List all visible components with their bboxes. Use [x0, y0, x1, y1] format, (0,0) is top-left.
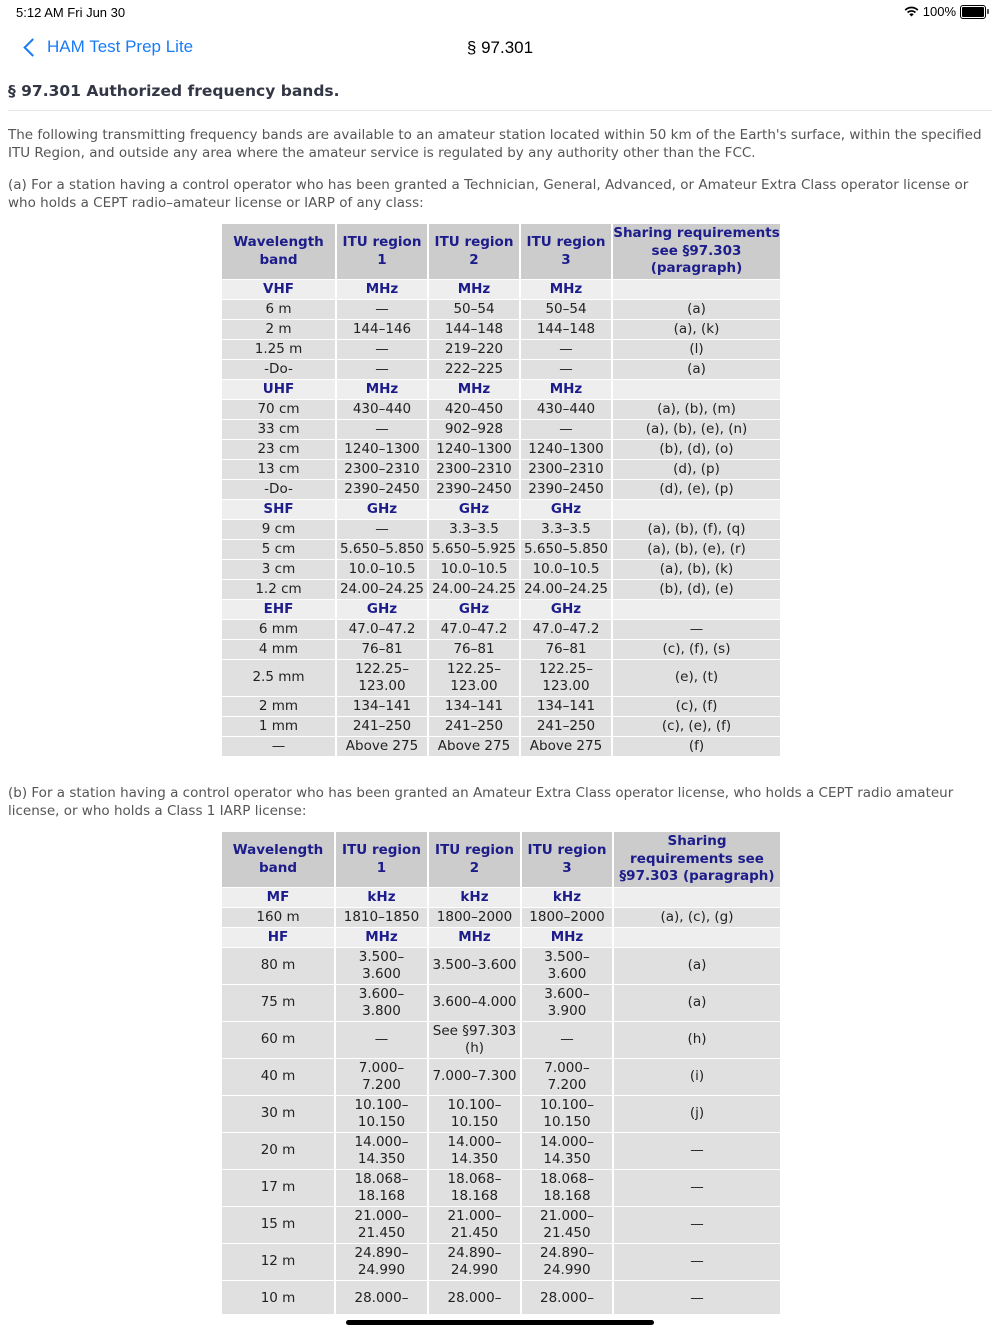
table-row: [222, 540, 780, 560]
cell-region-1: —: [337, 300, 427, 320]
cell-region-2: 18.068– 18.168: [429, 1170, 520, 1207]
cell-region-3: 134–141: [521, 697, 611, 717]
table-section-row: [222, 380, 780, 400]
table-row: [222, 320, 780, 340]
cell-sharing: [613, 600, 780, 620]
table-row: [222, 480, 780, 500]
cell-region-3: 24.890– 24.990: [522, 1244, 612, 1281]
back-label: HAM Test Prep Lite: [47, 37, 194, 56]
cell-sharing: (a), (c), (g): [614, 908, 780, 928]
cell-region-3: 28.000–: [522, 1281, 612, 1314]
cell-wavelength: 30 m: [222, 1096, 334, 1133]
cell-region-2: 3.500–3.600: [429, 948, 520, 985]
cell-region-2: MHz: [429, 928, 520, 948]
cell-region-2: GHz: [429, 500, 519, 520]
cell-sharing: (a): [613, 300, 780, 320]
cell-wavelength: 2 m: [222, 320, 335, 340]
table-row: [222, 1096, 780, 1133]
table-row: [222, 580, 780, 600]
cell-region-3: 430–440: [521, 400, 611, 420]
header-region-2: ITU region 2: [429, 224, 519, 280]
cell-region-3: 1800–2000: [522, 908, 612, 928]
cell-wavelength: 6 mm: [222, 620, 335, 640]
header-region-3: ITU region 3: [521, 224, 611, 280]
cell-sharing: (a), (b), (k): [613, 560, 780, 580]
cell-region-1: 2390–2450: [337, 480, 427, 500]
table-row: [222, 1059, 780, 1096]
wifi-icon: [904, 6, 919, 17]
cell-region-2: 222–225: [429, 360, 519, 380]
cell-wavelength: 4 mm: [222, 640, 335, 660]
cell-region-3: 7.000– 7.200: [522, 1059, 612, 1096]
cell-region-3: 3.500– 3.600: [522, 948, 612, 985]
table-row: [222, 1133, 780, 1170]
cell-region-1: 144–146: [337, 320, 427, 340]
cell-wavelength: 1.2 cm: [222, 580, 335, 600]
cell-sharing: [614, 928, 780, 948]
cell-region-2: 5.650–5.925: [429, 540, 519, 560]
cell-wavelength: 33 cm: [222, 420, 335, 440]
cell-region-3: 10.100– 10.150: [522, 1096, 612, 1133]
cell-sharing: [614, 888, 780, 908]
paragraph-b: (b) For a station having a control operator who has been granted an Amateur Extra Class operator license, who holds a CEPT radio amateur license, or who holds a Class 1 IARP license:: [8, 785, 954, 819]
status-bar: [0, 0, 1000, 24]
table-row: [222, 717, 780, 737]
table-row: [222, 400, 780, 420]
cell-region-3: 18.068– 18.168: [522, 1170, 612, 1207]
cell-region-2: 3.3–3.5: [429, 520, 519, 540]
cell-region-1: 18.068– 18.168: [336, 1170, 427, 1207]
cell-wavelength: —: [222, 737, 335, 757]
cell-sharing: [613, 380, 780, 400]
cell-sharing: (d), (p): [613, 460, 780, 480]
cell-region-1: —: [337, 420, 427, 440]
home-indicator[interactable]: [346, 1320, 654, 1325]
table-row: [222, 737, 780, 757]
table-section-row: [222, 500, 780, 520]
cell-sharing: —: [614, 1281, 780, 1314]
cell-region-1: 24.890– 24.990: [336, 1244, 427, 1281]
cell-region-1: 3.500– 3.600: [336, 948, 427, 985]
cell-region-2: 2300–2310: [429, 460, 519, 480]
cell-sharing: (c), (f): [613, 697, 780, 717]
table-row: [222, 340, 780, 360]
cell-wavelength: 80 m: [222, 948, 334, 985]
cell-region-1: 241–250: [337, 717, 427, 737]
header-region-1: ITU region 1: [336, 832, 427, 888]
cell-region-2: 47.0–47.2: [429, 620, 519, 640]
cell-sharing: [613, 500, 780, 520]
table-row: [222, 985, 780, 1022]
cell-region-2: 122.25– 123.00: [429, 660, 519, 697]
cell-sharing: (a), (b), (e), (r): [613, 540, 780, 560]
cell-wavelength: 17 m: [222, 1170, 334, 1207]
page-heading: § 97.301 Authorized frequency bands.: [8, 82, 340, 100]
cell-sharing: (d), (e), (p): [613, 480, 780, 500]
cell-region-3: 50–54: [521, 300, 611, 320]
cell-region-2: MHz: [429, 380, 519, 400]
cell-region-1: 134–141: [337, 697, 427, 717]
cell-region-3: 1240–1300: [521, 440, 611, 460]
cell-sharing: (f): [613, 737, 780, 757]
paragraph-a: (a) For a station having a control operator who has been granted a Technician, General, Advanced, or Amateur Extra Class operator license or who holds a CEPT radio–amateur license or IARP of any class:: [8, 177, 969, 211]
cell-region-1: 1240–1300: [337, 440, 427, 460]
header-wavelength: Wavelength band: [222, 224, 335, 280]
cell-sharing: (a), (b), (m): [613, 400, 780, 420]
table-row: [222, 560, 780, 580]
table-row: [222, 300, 780, 320]
cell-region-3: MHz: [521, 280, 611, 300]
cell-wavelength: 2.5 mm: [222, 660, 335, 697]
cell-region-1: MHz: [337, 380, 427, 400]
table-row: [222, 360, 780, 380]
table-row: [222, 440, 780, 460]
cell-wavelength: 2 mm: [222, 697, 335, 717]
cell-wavelength: 15 m: [222, 1207, 334, 1244]
cell-region-2: 50–54: [429, 300, 519, 320]
cell-region-3: 144–148: [521, 320, 611, 340]
cell-region-1: —: [336, 1022, 427, 1059]
cell-region-1: 10.0–10.5: [337, 560, 427, 580]
table-row: [222, 908, 780, 928]
cell-wavelength: HF: [222, 928, 334, 948]
cell-sharing: —: [614, 1207, 780, 1244]
frequency-table-a: [220, 224, 782, 757]
cell-wavelength: EHF: [222, 600, 335, 620]
cell-region-2: Above 275: [429, 737, 519, 757]
cell-wavelength: 60 m: [222, 1022, 334, 1059]
table-a-body: [222, 280, 780, 757]
cell-region-2: kHz: [429, 888, 520, 908]
table-row: [222, 1281, 780, 1314]
header-region-1: ITU region 1: [337, 224, 427, 280]
cell-region-1: GHz: [337, 500, 427, 520]
cell-wavelength: 9 cm: [222, 520, 335, 540]
header-sharing: Sharing requirements see §97.303 (paragraph): [613, 224, 780, 280]
cell-wavelength: 40 m: [222, 1059, 334, 1096]
table-header-row: [222, 832, 780, 888]
table-row: [222, 460, 780, 480]
status-time: 5:12 AM Fri Jun 30: [16, 5, 126, 20]
cell-region-3: Above 275: [521, 737, 611, 757]
header-region-3: ITU region 3: [522, 832, 612, 888]
cell-region-1: 28.000–: [336, 1281, 427, 1314]
cell-region-2: 21.000– 21.450: [429, 1207, 520, 1244]
cell-region-2: 24.00–24.25: [429, 580, 519, 600]
cell-region-3: GHz: [521, 500, 611, 520]
cell-region-3: 3.600– 3.900: [522, 985, 612, 1022]
table-row: [222, 948, 780, 985]
cell-sharing: (b), (d), (o): [613, 440, 780, 460]
header-sharing: Sharing requirements see §97.303 (paragraph): [614, 832, 780, 888]
cell-region-2: 144–148: [429, 320, 519, 340]
cell-region-2: 134–141: [429, 697, 519, 717]
cell-sharing: (i): [614, 1059, 780, 1096]
nav-bar: [0, 24, 1000, 74]
table-section-row: [222, 280, 780, 300]
cell-region-2: 1800–2000: [429, 908, 520, 928]
cell-region-3: —: [521, 340, 611, 360]
cell-region-1: 21.000– 21.450: [336, 1207, 427, 1244]
cell-sharing: [613, 280, 780, 300]
cell-region-2: 10.0–10.5: [429, 560, 519, 580]
cell-region-1: —: [337, 520, 427, 540]
cell-region-3: —: [521, 420, 611, 440]
cell-region-2: 14.000– 14.350: [429, 1133, 520, 1170]
cell-region-1: kHz: [336, 888, 427, 908]
status-right: [904, 4, 986, 19]
cell-region-2: 420–450: [429, 400, 519, 420]
cell-wavelength: UHF: [222, 380, 335, 400]
cell-region-1: MHz: [336, 928, 427, 948]
cell-wavelength: -Do-: [222, 360, 335, 380]
cell-region-3: —: [521, 360, 611, 380]
cell-wavelength: 3 cm: [222, 560, 335, 580]
cell-wavelength: 160 m: [222, 908, 334, 928]
cell-region-1: 47.0–47.2: [337, 620, 427, 640]
cell-region-3: 122.25– 123.00: [521, 660, 611, 697]
cell-wavelength: 20 m: [222, 1133, 334, 1170]
cell-region-3: GHz: [521, 600, 611, 620]
cell-region-2: 24.890– 24.990: [429, 1244, 520, 1281]
cell-region-1: MHz: [337, 280, 427, 300]
cell-region-1: 1810–1850: [336, 908, 427, 928]
cell-region-1: 3.600– 3.800: [336, 985, 427, 1022]
table-row: [222, 1207, 780, 1244]
table-row: [222, 520, 780, 540]
cell-region-3: —: [522, 1022, 612, 1059]
cell-region-1: —: [337, 360, 427, 380]
cell-region-1: GHz: [337, 600, 427, 620]
cell-sharing: (e), (t): [613, 660, 780, 697]
table-row: [222, 1244, 780, 1281]
cell-region-2: 902–928: [429, 420, 519, 440]
cell-region-3: 21.000– 21.450: [522, 1207, 612, 1244]
frequency-table-b: [220, 832, 782, 1314]
document-content[interactable]: [0, 74, 1000, 1314]
cell-region-3: 47.0–47.2: [521, 620, 611, 640]
cell-region-3: MHz: [521, 380, 611, 400]
cell-sharing: (a), (b), (f), (q): [613, 520, 780, 540]
table-row: [222, 1022, 780, 1059]
table-section-row: [222, 600, 780, 620]
cell-region-3: 241–250: [521, 717, 611, 737]
cell-wavelength: 75 m: [222, 985, 334, 1022]
cell-sharing: (h): [614, 1022, 780, 1059]
cell-region-1: Above 275: [337, 737, 427, 757]
table-row: [222, 697, 780, 717]
cell-wavelength: 12 m: [222, 1244, 334, 1281]
cell-region-2: 7.000–7.300: [429, 1059, 520, 1096]
cell-region-3: 3.3–3.5: [521, 520, 611, 540]
cell-region-1: 7.000– 7.200: [336, 1059, 427, 1096]
cell-sharing: (c), (f), (s): [613, 640, 780, 660]
cell-region-1: 430–440: [337, 400, 427, 420]
cell-region-1: 14.000– 14.350: [336, 1133, 427, 1170]
cell-region-2: See §97.303 (h): [429, 1022, 520, 1059]
cell-region-2: 1240–1300: [429, 440, 519, 460]
cell-region-2: 28.000–: [429, 1281, 520, 1314]
cell-wavelength: VHF: [222, 280, 335, 300]
cell-region-3: 2300–2310: [521, 460, 611, 480]
cell-sharing: (a), (b), (e), (n): [613, 420, 780, 440]
cell-region-2: 241–250: [429, 717, 519, 737]
cell-region-3: 76–81: [521, 640, 611, 660]
cell-region-3: kHz: [522, 888, 612, 908]
cell-wavelength: SHF: [222, 500, 335, 520]
table-header-row: [222, 224, 780, 280]
cell-sharing: (c), (e), (f): [613, 717, 780, 737]
header-region-2: ITU region 2: [429, 832, 520, 888]
cell-sharing: (b), (d), (e): [613, 580, 780, 600]
cell-sharing: —: [613, 620, 780, 640]
cell-region-2: GHz: [429, 600, 519, 620]
nav-title: § 97.301: [466, 38, 534, 57]
cell-region-3: 5.650–5.850: [521, 540, 611, 560]
cell-sharing: (a), (k): [613, 320, 780, 340]
cell-wavelength: 5 cm: [222, 540, 335, 560]
cell-wavelength: -Do-: [222, 480, 335, 500]
cell-wavelength: 10 m: [222, 1281, 334, 1314]
cell-region-2: MHz: [429, 280, 519, 300]
cell-sharing: (a): [614, 948, 780, 985]
cell-sharing: (a): [613, 360, 780, 380]
cell-wavelength: 1 mm: [222, 717, 335, 737]
cell-wavelength: 1.25 m: [222, 340, 335, 360]
table-row: [222, 1170, 780, 1207]
cell-sharing: (l): [613, 340, 780, 360]
cell-sharing: —: [614, 1170, 780, 1207]
cell-region-3: 14.000– 14.350: [522, 1133, 612, 1170]
intro-paragraph: The following transmitting frequency bands are available to an amateur station located within 50 km of the Earth's surface, within the specified ITU Region, and outside any area where the amateur service is regulated by any authority other than the FCC.: [8, 127, 982, 161]
cell-region-1: —: [337, 340, 427, 360]
cell-wavelength: 13 cm: [222, 460, 335, 480]
cell-region-1: 2300–2310: [337, 460, 427, 480]
cell-wavelength: MF: [222, 888, 334, 908]
cell-region-3: 2390–2450: [521, 480, 611, 500]
table-section-row: [222, 928, 780, 948]
cell-sharing: (a): [614, 985, 780, 1022]
table-row: [222, 620, 780, 640]
table-section-row: [222, 888, 780, 908]
cell-region-3: 24.00–24.25: [521, 580, 611, 600]
cell-sharing: —: [614, 1244, 780, 1281]
cell-sharing: —: [614, 1133, 780, 1170]
cell-sharing: (j): [614, 1096, 780, 1133]
table-row: [222, 660, 780, 697]
table-row: [222, 640, 780, 660]
cell-wavelength: 70 cm: [222, 400, 335, 420]
cell-region-3: MHz: [522, 928, 612, 948]
cell-region-2: 219–220: [429, 340, 519, 360]
header-wavelength: Wavelength band: [222, 832, 334, 888]
cell-region-1: 5.650–5.850: [337, 540, 427, 560]
heading-divider: [8, 110, 992, 111]
cell-region-2: 10.100– 10.150: [429, 1096, 520, 1133]
cell-wavelength: 23 cm: [222, 440, 335, 460]
cell-region-1: 10.100– 10.150: [336, 1096, 427, 1133]
cell-region-2: 2390–2450: [429, 480, 519, 500]
cell-region-1: 122.25– 123.00: [337, 660, 427, 697]
cell-wavelength: 6 m: [222, 300, 335, 320]
battery-icon: [960, 5, 986, 19]
battery-percent: 100%: [922, 4, 956, 19]
cell-region-1: 76–81: [337, 640, 427, 660]
cell-region-2: 3.600–4.000: [429, 985, 520, 1022]
cell-region-3: 10.0–10.5: [521, 560, 611, 580]
cell-region-1: 24.00–24.25: [337, 580, 427, 600]
table-row: [222, 420, 780, 440]
cell-region-2: 76–81: [429, 640, 519, 660]
table-b-body: [222, 888, 780, 1314]
